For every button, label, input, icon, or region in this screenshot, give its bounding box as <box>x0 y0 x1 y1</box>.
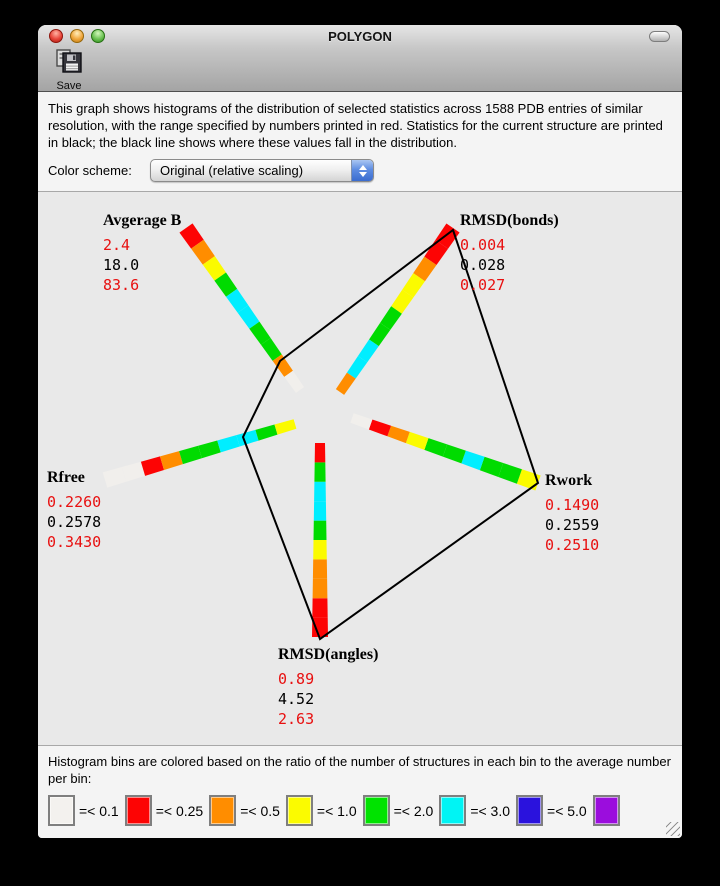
histogram-bin-segment <box>315 443 326 462</box>
description-panel <box>38 92 682 192</box>
axis-current-value: 0.2578 <box>47 513 102 531</box>
title-bar[interactable] <box>38 25 682 47</box>
histogram-bin-segment <box>312 598 327 617</box>
legend-bin <box>516 795 587 826</box>
axis-block-rfree <box>47 469 101 552</box>
color-scheme-row <box>48 159 672 182</box>
legend-color-swatch <box>439 795 466 826</box>
axis-title: RMSD(angles) <box>278 646 379 663</box>
axis-max-value: 0.3430 <box>47 533 102 551</box>
polygon-window <box>38 25 682 838</box>
axis-title: Rwork <box>545 472 593 489</box>
traffic-lights <box>49 29 105 43</box>
histogram-bin-segment <box>314 482 326 501</box>
legend-text: Histogram bins are colored based on the ratio of the number of structures in each bin to the average number per bin: <box>48 754 671 786</box>
axis-current-value: 0.2559 <box>545 516 600 534</box>
legend-bin-label: =< 0.1 <box>79 802 119 819</box>
legend-color-swatch <box>48 795 75 826</box>
axis-min-value: 0.89 <box>278 670 315 688</box>
histogram-bin-segment <box>141 456 164 476</box>
close-icon[interactable] <box>49 29 63 43</box>
axis-current-value: 0.028 <box>460 256 506 274</box>
save-button-label: Save <box>56 80 82 92</box>
plot-panel <box>38 192 682 746</box>
legend-bin-label: =< 2.0 <box>393 802 434 819</box>
zoom-icon[interactable] <box>91 29 105 43</box>
legend-bin-label: =< 1.0 <box>316 802 357 819</box>
legend-color-swatch <box>363 795 390 826</box>
axis-min-value: 0.1490 <box>545 496 600 514</box>
axis-max-value: 2.63 <box>278 710 315 728</box>
histogram-bin-segment <box>350 413 372 429</box>
axis-title: Rfree <box>47 469 85 486</box>
histogram-bin-segment <box>314 462 325 481</box>
histogram-bin-segment <box>369 419 391 436</box>
axis-title: RMSD(bonds) <box>460 212 559 229</box>
resize-grip-icon[interactable] <box>666 822 680 836</box>
histogram-bin-segment <box>179 446 202 464</box>
histogram-bin-segment <box>313 540 327 559</box>
axis-block-rmsd-angles <box>278 646 378 729</box>
legend-bin <box>593 795 620 826</box>
histogram-bin-segment <box>424 438 447 456</box>
histogram-bin-segment <box>217 435 239 452</box>
legend-bin-label: =< 3.0 <box>470 802 511 819</box>
axis-current-value: 4.52 <box>278 690 315 708</box>
legend-bin-label: =< 5.0 <box>547 802 587 819</box>
histogram-bin-segment <box>406 432 429 450</box>
legend-bin-label: =< 0.5 <box>240 802 280 819</box>
window-header <box>38 25 682 92</box>
histogram-bin-segment <box>122 462 145 482</box>
histogram-bin-segment <box>160 451 183 470</box>
histogram-bin-segment <box>313 559 327 578</box>
axis-min-value: 0.004 <box>460 236 506 254</box>
legend-color-swatch <box>516 795 543 826</box>
histogram-bin-segment <box>103 467 126 488</box>
color-scheme-label: Color scheme: <box>48 163 132 178</box>
toolbar-toggle-button[interactable] <box>649 31 670 42</box>
minimize-icon[interactable] <box>70 29 84 43</box>
axis-min-value: 0.2260 <box>47 493 102 511</box>
axis-max-value: 0.2510 <box>545 536 600 554</box>
save-disk-icon <box>55 48 83 79</box>
axis-min-value: 2.4 <box>103 236 131 254</box>
toolbar <box>38 47 682 91</box>
color-scheme-selected-value: Original (relative scaling) <box>160 163 304 178</box>
axis-title: Avgerage B <box>103 212 182 229</box>
axis-block-rwork <box>545 472 599 555</box>
histogram-bin-segment <box>314 501 326 520</box>
axis-block-rmsd-bonds <box>460 212 559 295</box>
legend-bin-label: =< 0.25 <box>155 802 204 819</box>
axis-max-value: 0.027 <box>460 276 506 294</box>
axis-max-value: 83.6 <box>103 276 140 294</box>
legend-bin <box>125 795 204 826</box>
window-title: POLYGON <box>328 28 392 44</box>
axis-current-value: 18.0 <box>103 256 140 274</box>
legend-color-swatch <box>286 795 313 826</box>
histogram-bin-segment <box>255 425 277 441</box>
save-button[interactable] <box>48 48 90 92</box>
histogram-bin-segment <box>236 430 258 447</box>
axis-block-average-b <box>103 212 181 295</box>
legend-color-swatch <box>593 795 620 826</box>
histogram-bin-segment <box>313 579 328 598</box>
popup-arrows-icon <box>351 160 373 181</box>
legend-bin <box>363 795 434 826</box>
histogram-bin-segment <box>314 521 327 540</box>
legend-bin <box>439 795 510 826</box>
legend-panel <box>38 746 682 838</box>
color-scheme-select[interactable] <box>150 159 374 182</box>
legend-color-swatch <box>209 795 236 826</box>
description-text: This graph shows histograms of the distribution of selected statistics across 1588 PDB entries of similar resolution, with the range specified by numbers printed in red. Statistics for the current structure are printed in black; the black line shows where these values fall in the distribution. <box>48 101 663 150</box>
legend-color-swatch <box>125 795 152 826</box>
histogram-bin-segment <box>387 426 409 443</box>
legend-row <box>48 795 674 826</box>
legend-bin <box>286 795 357 826</box>
legend-bin <box>209 795 280 826</box>
histogram-bin-segment <box>198 440 221 458</box>
histogram-bin-segment <box>275 419 297 434</box>
legend-bin <box>48 795 119 826</box>
